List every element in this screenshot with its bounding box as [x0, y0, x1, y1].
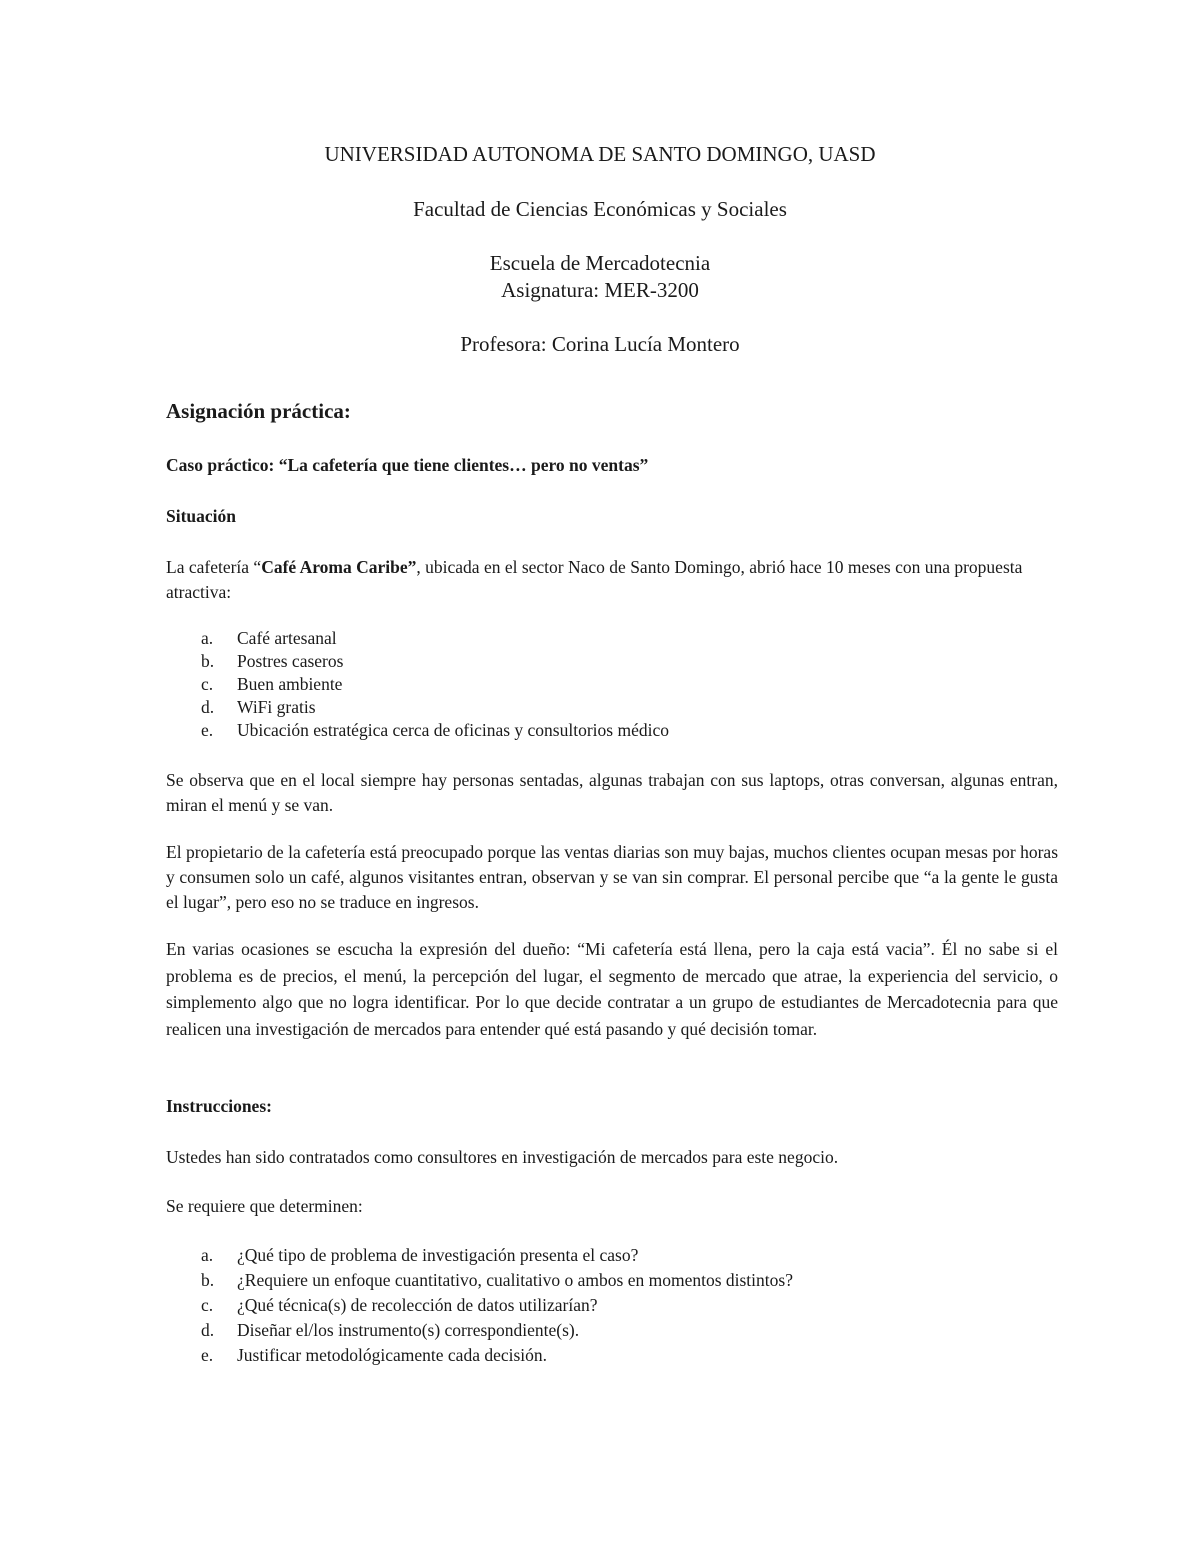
list-item	[0, 1344, 1200, 1369]
instructions-heading: Instrucciones:	[166, 1096, 272, 1116]
list-marker: b.	[201, 651, 215, 671]
list-marker: a.	[201, 628, 214, 648]
list-item	[0, 650, 1200, 673]
list-item	[0, 673, 1200, 696]
list-marker: c.	[201, 1295, 214, 1315]
university-name: UNIVERSIDAD AUTONOMA DE SANTO DOMINGO, UASD	[324, 142, 876, 166]
subject-line: Asignatura: MER-3200	[501, 278, 699, 302]
cafe-name: Café Aroma Caribe”	[261, 557, 417, 577]
requirements-list	[0, 1244, 1200, 1369]
situation-paragraph-3: En varias ocasiones se escucha la expresión del dueño: “Mi cafetería está llena, pero la caja está vacia”. Él no sabe si el problema es de precios, el menú, la percepción del lugar, el segmento de mercado que atrae, la experiencia del servicio, o simplemento algo que no logra identificar. Por lo que decide contratar a un grupo de estudiantes de Mercadotecnia para que realicen una investigación de mercados para entender qué está pasando y qué decisión tomar.	[166, 939, 1058, 1039]
list-item	[0, 1294, 1200, 1319]
list-item-text: ¿Qué técnica(s) de recolección de datos utilizarían?	[237, 1295, 598, 1315]
instructions-paragraph-1: Ustedes han sido contratados como consultores en investigación de mercados para este negocio.	[166, 1147, 839, 1167]
list-item-text: Buen ambiente	[237, 674, 343, 694]
list-item-text: Diseñar el/los instrumento(s) correspondiente(s).	[237, 1320, 580, 1340]
list-item	[0, 627, 1200, 650]
list-item-text: WiFi gratis	[237, 697, 316, 717]
list-item-text: ¿Requiere un enfoque cuantitativo, cualitativo o ambos en momentos distintos?	[237, 1270, 793, 1290]
faculty-name: Facultad de Ciencias Económicas y Sociales	[413, 197, 787, 221]
list-item	[0, 1269, 1200, 1294]
assignment-title: Asignación práctica:	[166, 399, 351, 423]
list-item-text: Ubicación estratégica cerca de oficinas y consultorios médico	[237, 720, 669, 740]
features-list	[0, 627, 1200, 742]
list-item	[0, 719, 1200, 742]
list-marker: e.	[201, 1345, 214, 1365]
list-item-text: Justificar metodológicamente cada decisión.	[237, 1345, 548, 1365]
case-title: Caso práctico: “La cafetería que tiene clientes… pero no ventas”	[166, 455, 649, 475]
intro-text-before: La cafetería “	[166, 557, 262, 577]
situation-heading: Situación	[166, 506, 237, 526]
list-marker: c.	[201, 674, 214, 694]
list-marker: d.	[201, 1320, 215, 1340]
list-item-text: ¿Qué tipo de problema de investigación presenta el caso?	[237, 1245, 639, 1265]
list-marker: b.	[201, 1270, 215, 1290]
intro-text-after: , ubicada en el sector Naco de Santo Domingo, abrió hace 10 meses con una propuesta atractiva:	[166, 557, 1023, 602]
instructions-paragraph-2: Se requiere que determinen:	[166, 1196, 363, 1216]
list-marker: e.	[201, 720, 214, 740]
list-marker: d.	[201, 697, 215, 717]
list-item	[0, 1244, 1200, 1269]
list-marker: a.	[201, 1245, 214, 1265]
situation-paragraph-2: El propietario de la cafetería está preocupado porque las ventas diarias son muy bajas, muchos clientes ocupan mesas por horas y consumen solo un café, algunos visitantes entran, observan y se van sin comprar. El personal percibe que “a la gente le gusta el lugar”, pero eso no se traduce en ingresos.	[166, 842, 1058, 912]
situation-intro	[166, 555, 1058, 605]
list-item-text: Postres caseros	[237, 651, 344, 671]
professor-line: Profesora: Corina Lucía Montero	[460, 332, 740, 356]
school-name: Escuela de Mercadotecnia	[489, 251, 711, 275]
list-item-text: Café artesanal	[237, 628, 337, 648]
list-item	[0, 696, 1200, 719]
situation-paragraph-1: Se observa que en el local siempre hay personas sentadas, algunas trabajan con sus laptops, otras conversan, algunas entran, miran el menú y se van.	[166, 770, 1058, 815]
list-item	[0, 1319, 1200, 1344]
